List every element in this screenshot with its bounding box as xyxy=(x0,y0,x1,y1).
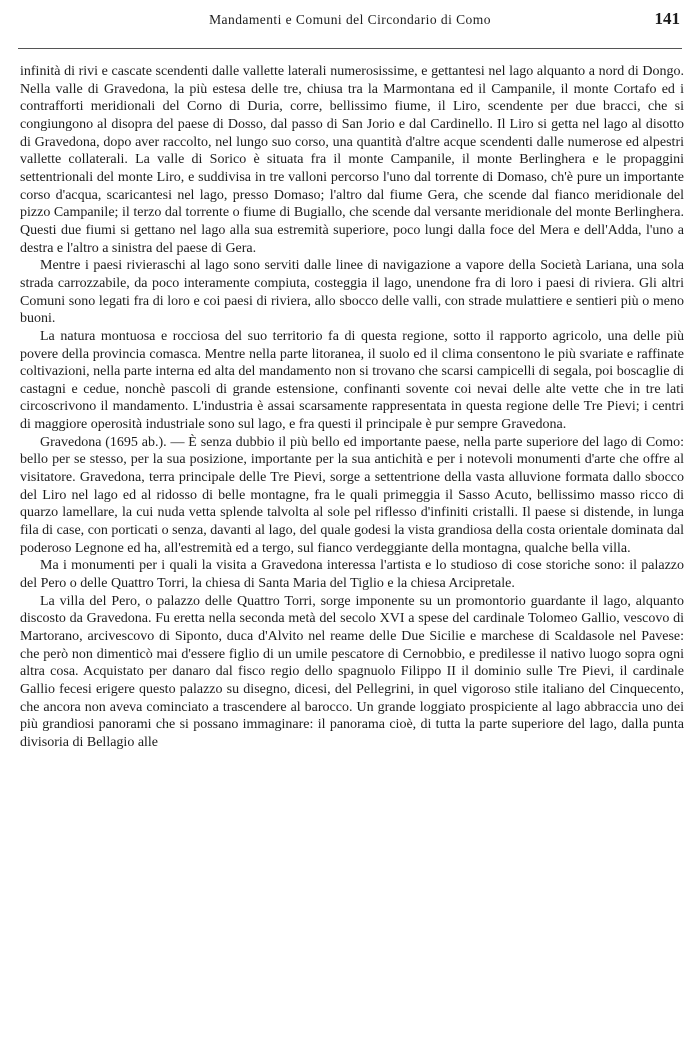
page-number: 141 xyxy=(654,9,680,28)
body-text xyxy=(20,63,684,752)
header-rule xyxy=(18,48,682,49)
running-title: Mandamenti e Comuni del Circondario di Como xyxy=(209,12,491,27)
paragraph-villa-del-pero: La villa del Pero, o palazzo delle Quattro Torri, sorge imponente su un promontorio guardante il lago, alquanto discosto da Gravedona. Fu eretta nella seconda metà del secolo XVI a spese del cardinale Tolomeo Gallio, vescovo di Martorano, arcivescovo di Siponto, duca d'Alvito nel reame delle Due Sicilie e marchese di Scaldasole nel Pavese: che però non dimenticò mai d'essere figlio di un umile pescatore di Cernobbio, e predilesse il nativo luogo sopra ogni altra cosa. Acquistato per danaro dal fisco regio dello spagnuolo Filippo II il dominio sulle Tre Pievi, il cardinale Gallio fecesi erigere questo palazzo su disegno, dicesi, del Pellegrini, in quel vigoroso stile italiano del Cinquecento, che ancora non aveva cominciato a trascendere al barocco. Un grande loggiato prospiciente al lago abbraccia uno dei più grandiosi panorami che si possano immaginare: il panorama cioè, di tutta la parte superiore del lago, dalla punta divisoria di Bellagio alle xyxy=(20,593,684,750)
paragraph-monuments: Ma i monumenti per i quali la visita a Gravedona interessa l'artista e lo studioso di cose storiche sono: il palazzo del Pero o delle Quattro Torri, la chiesa di Santa Maria del Tiglio e la chiesa Arcipretale. xyxy=(20,558,684,592)
paragraph-navigation: Mentre i paesi rivieraschi al lago sono serviti dalle linee di navigazione a vapore della Società Lariana, una sola strada carrozzabile, da poco interamente compiuta, costeggia il lago, unendone fra di loro i paesi di riviera. Gli altri Comuni sono legati fra di loro e coi paesi di riviera, allo sbocco delle valli, con strade mulattiere e sentieri più o meno buoni. xyxy=(20,258,684,327)
paragraph-valleys-continued: infinità di rivi e cascate scendenti dalle vallette laterali numerosissime, e gettantesi nel lago alquanto a nord di Dongo. Nella valle di Gravedona, la più estesa delle tre, chiusa tra la Marmontana ed il Campanile, il monte Cortafo ed i contrafforti meridionali del Corno di Duria, corre, bellissimo fiume, il Liro, scendente per due bracci, che si congiungono al disopra del paese di Dosso, dal passo di San Jorio e dal Cardinello. Il Liro si getta nel lago al disotto di Gravedona, dopo aver raccolto, nel lungo suo corso, una quantità d'altre acque scendenti dalle numerose ed alpestri vallette collaterali. La valle di Sorico è situata fra il monte Campanile, il monte Berlinghera e le propaggini settentrionali del monte Liro, e suddivisa in tre valloni percorso l'uno dal torrente di Domaso, ch'è pure un importante corso d'acqua, scaricantesi nel lago, presso Domaso; l'altro dal fiume Gera, che scende dal fianco meridionale del pizzo Campanile; il terzo dal torrente o fiume di Bugiallo, che scende dal versante meridionale del monte Berlinghera. Questi due fiumi si gettano nel lago alla sua estremità superiore, poco lungi dalla foce del Mera e dell'Adda, l'uno a destra e l'altro a sinistra del paese di Gera. xyxy=(20,64,684,256)
paragraph-gravedona: Gravedona (1695 ab.). — È senza dubbio il più bello ed importante paese, nella parte superiore del lago di Como: bello per se stesso, per la sua posizione, importante per la sua antichità e per i notevoli monumenti d'arte che offre al visitatore. Gravedona, terra principale delle Tre Pievi, sorge a settentrione della vasta alluvione formata dallo sbocco del Liro nel lago ed al ridosso di belle montagne, fra le quali primeggia il Sasso Acuto, bellissimo masso ricco di quarzo lamellare, la cui nuda vetta splende talvolta al sole pel riflesso d'infiniti cristalli. Il paese si distende, in lunga fila di case, con porticati o senza, davanti al lago, del quale godesi la vista grandiosa della costa orientale dominata dal poderoso Legnone ed ha, all'estremità ed a tergo, sul fianco verdeggiante della montagna, qualche bella villa. xyxy=(20,434,684,556)
running-head xyxy=(18,8,682,32)
paragraph-territory: La natura montuosa e rocciosa del suo territorio fa di questa regione, sotto il rapporto agricolo, una delle più povere della provincia comasca. Mentre nella parte litoranea, il suolo ed il clima consentono le più svariate e raffinate coltivazioni, nella parte interna ed alta del mandamento non si trovano che scarsi campicelli di segala, poi boscaglie di castagni e cedue, nonchè pascoli di grande estensione, confinanti sovente coi nevai delle alte vette che in tre lati circoscrivono il mandamento. L'industria è assai scarsamente rappresentata in questa regione delle Tre Pievi; i centri di maggiore operosità industriale sono sul lago, e fra questi il principale è pur sempre Gravedona. xyxy=(20,328,684,433)
